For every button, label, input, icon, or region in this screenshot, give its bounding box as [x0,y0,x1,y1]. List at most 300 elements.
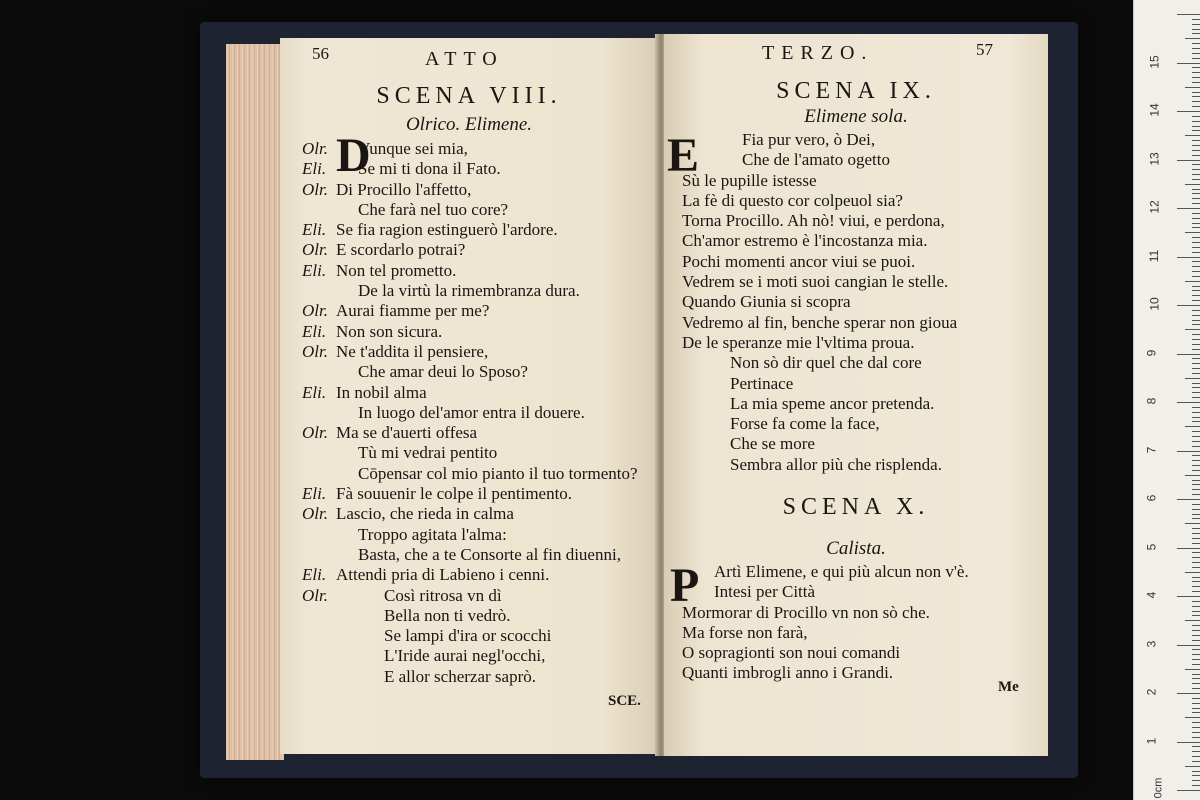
ruler-tick [1177,14,1200,15]
scene-viii-title: SCENA VIII. [376,83,562,109]
ruler-tick [1192,252,1200,253]
ruler-tick [1192,518,1200,519]
text-line [696,130,957,150]
ruler-tick [1192,649,1200,650]
text-line [682,292,957,312]
scene-x-characters: Calista. [826,538,886,559]
ruler-tick [1192,775,1200,776]
text-line [682,333,957,353]
verse-text: Forse fa come la face, [730,414,880,434]
verse-text: Che de l'amato ogetto [742,150,890,170]
ruler-tick [1185,620,1200,621]
ruler-tick [1192,334,1200,335]
ruler-number: 6 [1144,494,1159,502]
ruler-tick [1177,257,1200,258]
ruler-tick [1192,678,1200,679]
ruler-tick [1177,402,1200,403]
text-line [302,403,638,423]
verse-text: Se lampi d'ira or scocchi [384,626,552,646]
text-line [682,434,957,454]
speaker-label: Olr. [302,179,328,199]
ruler-tick [1192,320,1200,321]
verse-text: Cōpensar col mio pianto il tuo tormento? [358,463,638,483]
ruler-tick [1185,281,1200,282]
verse-text: Artì Elimene, e qui più alcun non v'è. [714,562,969,581]
ruler-tick [1192,533,1200,534]
verse-text: Di Procillo l'affetto, [336,179,472,199]
ruler-number: 15 [1147,54,1162,69]
ruler-tick [1192,189,1200,190]
right-page-number: 57 [976,40,993,59]
ruler-tick [1192,315,1200,316]
verse-text: In luogo del'amor entra il douere. [358,402,585,422]
text-line [682,374,957,394]
ruler-number: 12 [1147,200,1162,214]
drop-cap-p: P [670,559,700,612]
ruler-tick [1192,276,1200,277]
ruler-tick [1177,451,1200,452]
ruler-tick [1192,300,1200,301]
ruler-tick [1185,232,1200,233]
ruler-number: 14 [1147,103,1162,117]
ruler-tick [1192,368,1200,369]
right-running-head: TERZO. [762,42,874,64]
speaker-label: Eli. [302,220,327,240]
speaker-label: Olr. [302,423,328,443]
ruler-number: 1 [1144,737,1159,744]
right-catchword: Me [998,679,1019,695]
verse-text: Che amar deui lo Sposo? [358,362,528,382]
ruler-tick [1192,708,1200,709]
ruler-tick [1192,19,1200,20]
text-line [302,565,638,585]
ruler-tick [1177,354,1200,355]
verse-text: Se fia ragion estinguerò l'ardore. [336,220,558,240]
ruler-tick [1192,484,1200,485]
ruler-number: 13 [1147,151,1162,166]
ruler-tick [1192,72,1200,73]
ruler-tick [1192,543,1200,544]
verse-text: Se mi ti dona il Fato. [358,159,501,179]
ruler-tick [1192,557,1200,558]
text-line [302,362,638,382]
verse-text: E allor scherzar saprò. [384,666,536,686]
ruler-tick [1192,33,1200,34]
text-line [692,582,969,602]
ruler-tick [1192,82,1200,83]
text-line [302,667,638,687]
text-line [696,150,957,170]
text-line [682,231,957,251]
ruler-tick [1192,674,1200,675]
ruler-tick [1192,261,1200,262]
ruler-tick [1192,164,1200,165]
text-line [682,313,957,333]
verse-text: La mia speme ancor pretenda. [730,393,935,413]
verse-text: Pochi momenti ancor viui se puoi. [682,251,916,271]
text-line [302,180,638,200]
ruler-tick [1185,378,1200,379]
ruler-number: 4 [1144,591,1159,599]
scene-x-text [682,562,969,684]
verse-text: Non tel prometto. [336,260,457,280]
ruler-tick [1192,567,1200,568]
ruler-tick [1177,160,1200,161]
scene-viii-characters: Olrico. Elimene. [405,114,533,135]
ruler-tick [1185,426,1200,427]
ruler-tick [1192,155,1200,156]
verse-text: Tù mi vedrai pentito [358,443,498,463]
ruler-tick [1192,688,1200,689]
verse-text: Torna Procillo. Ah nò! viui, e perdona, [682,211,945,231]
ruler-tick [1192,460,1200,461]
ruler-tick [1192,203,1200,204]
text-line [302,383,638,403]
ruler-tick [1192,712,1200,713]
verse-text: L'Iride aurai negl'occhi, [384,646,546,666]
ruler-tick [1192,562,1200,563]
speaker-label: Olr. [302,504,328,524]
ruler-tick [1192,169,1200,170]
ruler-tick [1192,611,1200,612]
drop-cap-e: E [667,129,700,182]
verse-text: Basta, che a te Consorte al fin diuenni, [358,544,621,564]
ruler-tick [1192,591,1200,592]
text-line [302,646,638,666]
ruler-tick [1192,24,1200,25]
ruler-tick [1192,514,1200,515]
ruler-tick [1185,329,1200,330]
text-line [302,220,638,240]
ruler-tick [1192,53,1200,54]
measuring-ruler [1133,0,1200,800]
verse-text: Ma se d'auerti offesa [336,423,478,443]
verse-text: Vedremo al fin, benche sperar non gioua [682,312,958,332]
ruler-tick [1192,121,1200,122]
ruler-tick [1177,305,1200,306]
ruler-tick [1192,785,1200,786]
text-line [302,525,638,545]
ruler-tick [1192,43,1200,44]
ruler-tick [1192,92,1200,93]
ruler-tick [1192,489,1200,490]
verse-text: Sù le pupille istesse [682,170,817,190]
verse-text: Ch'amor estremo è l'incostanza mia. [682,231,928,251]
ruler-tick [1192,392,1200,393]
ruler-tick [1192,586,1200,587]
verse-text: Lascio, che rieda in calma [336,504,514,524]
text-line [302,139,638,159]
text-line [302,342,638,362]
scene-ix-title: SCENA IX. [776,78,936,104]
ruler-tick [1192,421,1200,422]
verse-text: La fè di questo cor colpeuol sia? [682,190,903,210]
ruler-tick [1192,606,1200,607]
ruler-tick [1192,480,1200,481]
text-line [682,414,957,434]
ruler-tick [1192,446,1200,447]
ruler-tick [1192,77,1200,78]
speaker-label: Olr. [302,139,328,158]
right-page-text [682,130,957,475]
ruler-tick [1192,494,1200,495]
ruler-tick [1192,218,1200,219]
ruler-tick [1185,572,1200,573]
ruler-tick [1192,528,1200,529]
text-line [682,191,957,211]
ruler-tick [1192,751,1200,752]
ruler-tick [1192,339,1200,340]
text-line [302,606,638,626]
ruler-tick [1192,193,1200,194]
ruler-tick [1192,130,1200,131]
ruler-tick [1177,111,1200,112]
ruler-tick [1177,499,1200,500]
ruler-tick [1177,63,1200,64]
ruler-tick [1192,247,1200,248]
ruler-tick [1192,654,1200,655]
ruler-tick [1192,29,1200,30]
ruler-tick [1192,465,1200,466]
ruler-tick [1185,717,1200,718]
ruler-tick [1192,349,1200,350]
verse-text: Fà souuenir le colpe il pentimento. [336,484,573,504]
verse-text: Che se more [730,434,815,454]
text-line [692,562,969,582]
ruler-tick [1192,601,1200,602]
ruler-tick [1192,703,1200,704]
right-page [664,34,1048,756]
verse-text: In nobil alma [336,382,427,402]
ruler-tick [1192,417,1200,418]
speaker-label: Olr. [302,301,328,321]
ruler-tick [1192,552,1200,553]
ruler-tick [1192,145,1200,146]
text-line [682,643,969,663]
verse-text: Pertinace [730,373,794,393]
text-line [682,252,957,272]
ruler-tick [1192,407,1200,408]
verse-text: Bella non ti vedrò. [384,605,511,625]
ruler-tick [1192,198,1200,199]
ruler-tick [1192,664,1200,665]
verse-text: Non sò dir quel che dal core [730,353,922,373]
verse-text: Fia pur vero, ò Dei, [742,130,876,149]
ruler-tick [1185,523,1200,524]
speaker-label: Eli. [302,159,327,179]
ruler-tick [1192,96,1200,97]
text-line [302,464,638,484]
verse-text: Aurai fiamme per me? [336,301,490,321]
ruler-tick [1177,596,1200,597]
verse-text: Vunque sei mia, [358,139,468,158]
scene-ix-characters: Elimene sola. [804,106,908,127]
text-line [302,159,638,179]
verse-text: Così ritrosa vn dì [384,585,502,605]
verse-text: Ma forse non farà, [682,622,808,642]
text-line [302,586,638,606]
speaker-label: Eli. [302,484,327,504]
ruler-tick [1192,106,1200,107]
verse-text: De le speranze mie l'vltima proua. [682,332,915,352]
ruler-tick [1192,324,1200,325]
ruler-tick [1192,756,1200,757]
ruler-tick [1185,669,1200,670]
ruler-tick [1177,208,1200,209]
ruler-tick [1192,363,1200,364]
ruler-tick [1192,237,1200,238]
verse-text: Attendi pria di Labieno i cenni. [336,565,550,585]
ruler-tick [1192,223,1200,224]
ruler-tick [1192,615,1200,616]
ruler-tick [1192,242,1200,243]
text-line [682,211,957,231]
ruler-number: 7 [1144,446,1159,453]
ruler-tick [1192,227,1200,228]
verse-text: Ne t'addita il pensiere, [336,341,489,361]
text-line [682,272,957,292]
ruler-tick [1192,286,1200,287]
text-line [682,394,957,414]
left-catchword: SCE. [608,693,641,709]
ruler-number: 11 [1147,249,1162,262]
ruler-tick [1192,116,1200,117]
ruler-tick [1185,184,1200,185]
verse-text: Vedrem se i moti suoi cangian le stelle. [682,272,949,292]
ruler-tick [1192,436,1200,437]
ruler-tick [1177,790,1200,791]
ruler-tick [1185,475,1200,476]
ruler-tick [1192,441,1200,442]
ruler-tick [1192,295,1200,296]
ruler-tick [1192,387,1200,388]
ruler-tick [1192,509,1200,510]
ruler-tick [1192,538,1200,539]
ruler-number: 3 [1144,640,1159,647]
verse-text: Quanti imbrogli anno i Grandi. [682,663,894,683]
ruler-tick [1192,746,1200,747]
ruler-tick [1177,645,1200,646]
ruler-tick [1192,577,1200,578]
text-line [302,423,638,443]
speaker-label: Olr. [302,240,328,260]
verse-text: Troppo agitata l'alma: [358,524,507,544]
ruler-tick [1192,383,1200,384]
ruler-tick [1192,727,1200,728]
ruler-tick [1192,344,1200,345]
speaker-label: Eli. [302,260,327,280]
ruler-tick [1192,698,1200,699]
text-line [302,240,638,260]
ruler-tick [1192,271,1200,272]
verse-text: Che farà nel tuo core? [358,199,509,219]
ruler-tick [1192,174,1200,175]
ruler-tick [1192,412,1200,413]
ruler-tick [1185,87,1200,88]
text-line [302,261,638,281]
verse-text: Mormorar di Procillo vn non sò che. [682,602,930,622]
text-line [302,545,638,565]
ruler-tick [1192,771,1200,772]
ruler-tick [1192,683,1200,684]
ruler-tick [1192,373,1200,374]
ruler-number: 10 [1147,297,1162,311]
ruler-tick [1192,635,1200,636]
ruler-tick [1192,625,1200,626]
ruler-tick [1192,659,1200,660]
ruler-tick [1192,213,1200,214]
ruler-tick [1192,431,1200,432]
ruler-tick [1192,150,1200,151]
speaker-label: Eli. [302,382,327,402]
speaker-label: Olr. [302,585,328,605]
ruler-tick [1192,101,1200,102]
ruler-tick [1185,766,1200,767]
ruler-tick [1192,780,1200,781]
text-line [302,281,638,301]
left-page-text [302,139,638,687]
ruler-tick [1192,455,1200,456]
text-line [302,322,638,342]
ruler-tick [1192,737,1200,738]
text-line [682,623,969,643]
ruler-number: 8 [1144,397,1159,405]
ruler-tick [1192,640,1200,641]
ruler-tick [1192,290,1200,291]
ruler-tick [1192,397,1200,398]
text-line [682,663,969,683]
verse-text: Non son sicura. [336,321,443,341]
ruler-tick [1192,48,1200,49]
text-line [302,301,638,321]
left-running-head: ATTO [425,48,504,70]
ruler-tick [1192,179,1200,180]
verse-text: Quando Giunia si scopra [682,292,851,312]
ruler-tick [1192,58,1200,59]
ruler-number: 5 [1144,543,1159,550]
text-line [302,484,638,504]
verse-text: Sembra allor più che risplenda. [730,454,942,474]
ruler-tick [1192,761,1200,762]
verse-text: Intesi per Città [714,582,816,602]
ruler-tick [1177,693,1200,694]
verse-text: E scordarlo potrai? [336,240,466,260]
text-line [682,353,957,373]
ruler-tick [1185,38,1200,39]
text-line [682,171,957,191]
ruler-tick [1192,310,1200,311]
ruler-tick [1192,470,1200,471]
verse-text: O sopragionti son noui comandi [682,643,901,663]
speaker-label: Olr. [302,341,328,361]
ruler-tick [1192,67,1200,68]
ruler-tick [1192,630,1200,631]
text-line [682,455,957,475]
ruler-tick [1192,266,1200,267]
text-line [302,200,638,220]
ruler-tick [1192,126,1200,127]
ruler-number: 2 [1144,688,1159,696]
text-line [302,626,638,646]
ruler-tick [1192,722,1200,723]
ruler-number: 9 [1144,349,1159,356]
ruler-tick [1192,358,1200,359]
text-line [682,603,969,623]
text-line [302,504,638,524]
ruler-tick [1185,135,1200,136]
left-page-number: 56 [312,44,329,63]
ruler-tick [1192,504,1200,505]
